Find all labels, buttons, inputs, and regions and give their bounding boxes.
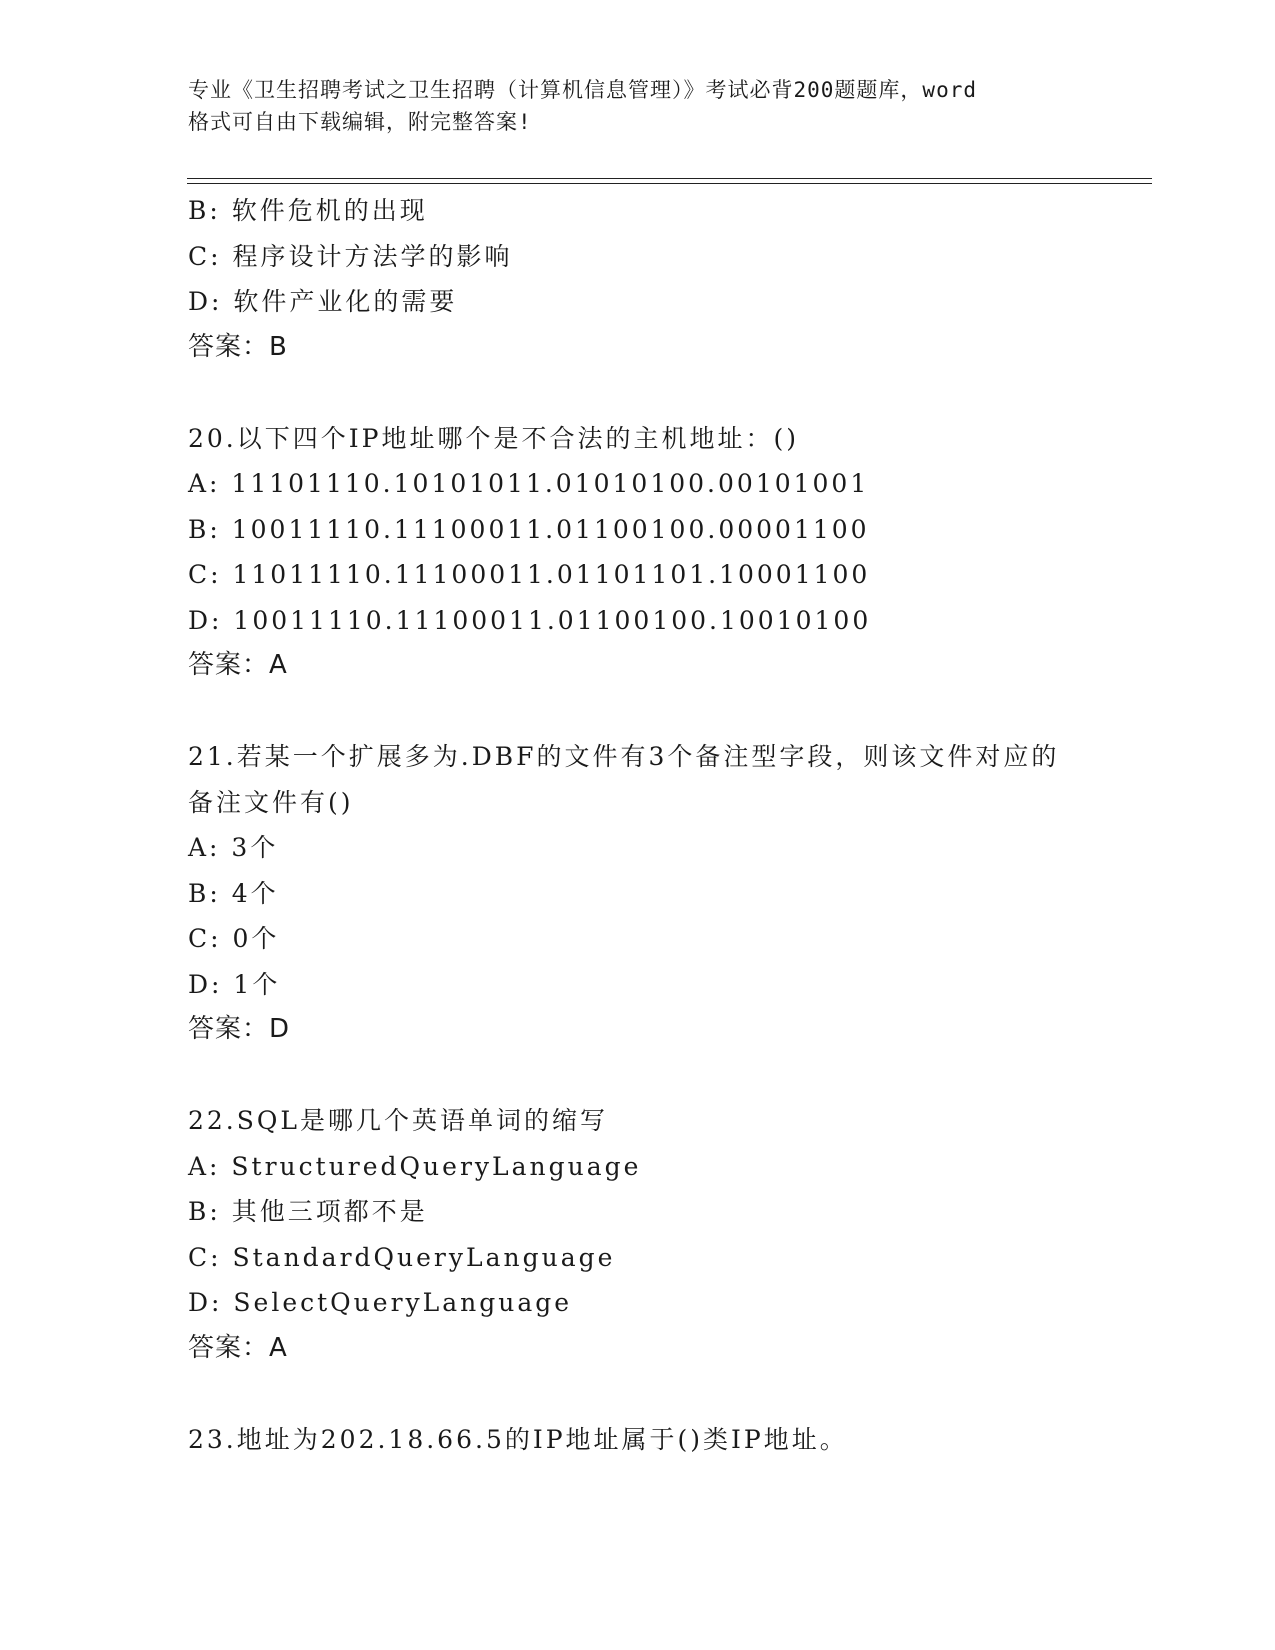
option-b: B: 10011110.11100011.01100100.00001100 bbox=[188, 514, 870, 544]
option-c: C: StandardQueryLanguage bbox=[188, 1242, 616, 1272]
page-header bbox=[188, 74, 1088, 138]
question-text: 23.地址为202.18.66.5的IP地址属于()类IP地址。 bbox=[188, 1424, 848, 1454]
question-list bbox=[188, 188, 1128, 1462]
question-22 bbox=[188, 1098, 1128, 1371]
question-23 bbox=[188, 1417, 1128, 1463]
question-21 bbox=[188, 734, 1128, 1053]
question-20 bbox=[188, 416, 1128, 689]
header-divider bbox=[187, 178, 1152, 184]
answer: 答案：D bbox=[188, 1014, 291, 1044]
question-text-cont: 备注文件有() bbox=[188, 787, 354, 817]
option-a: A: StructuredQueryLanguage bbox=[188, 1151, 642, 1181]
answer: 答案：A bbox=[188, 1332, 288, 1363]
option-a: A: 11101110.10101011.01010100.00101001 bbox=[188, 469, 870, 498]
header-line-1: 专业《卫生招聘考试之卫生招聘（计算机信息管理）》考试必背200题题库，word bbox=[188, 78, 977, 102]
header-line-2: 格式可自由下载编辑，附完整答案! bbox=[188, 110, 532, 134]
option-c: C: 11011110.11100011.01101101.10001100 bbox=[188, 560, 871, 589]
question-text: 22.SQL是哪几个英语单词的缩写 bbox=[188, 1106, 608, 1135]
question-text: 21.若某一个扩展多为.DBF的文件有3个备注型字段，则该文件对应的 bbox=[188, 742, 1060, 771]
option-c: C: 0个 bbox=[188, 924, 280, 953]
option-d: D: SelectQueryLanguage bbox=[188, 1288, 573, 1317]
option-d: D: 1个 bbox=[188, 969, 281, 999]
answer: 答案：B bbox=[188, 331, 288, 362]
option-d: D: 10011110.11100011.01100100.10010100 bbox=[188, 605, 872, 635]
option-b: B: 4个 bbox=[188, 878, 279, 908]
option-d: D: 软件产业化的需要 bbox=[188, 287, 458, 316]
spacer bbox=[188, 1053, 1128, 1099]
answer: 答案：A bbox=[188, 650, 288, 680]
spacer bbox=[188, 689, 1128, 735]
option-b: B: 软件危机的出现 bbox=[188, 196, 428, 225]
question-19 bbox=[188, 188, 1128, 370]
question-text: 20.以下四个IP地址哪个是不合法的主机地址：() bbox=[188, 423, 799, 453]
spacer bbox=[188, 370, 1128, 416]
option-a: A: 3个 bbox=[188, 833, 279, 862]
option-b: B: 其他三项都不是 bbox=[188, 1197, 428, 1226]
spacer bbox=[188, 1371, 1128, 1417]
option-c: C: 程序设计方法学的影响 bbox=[188, 241, 513, 271]
